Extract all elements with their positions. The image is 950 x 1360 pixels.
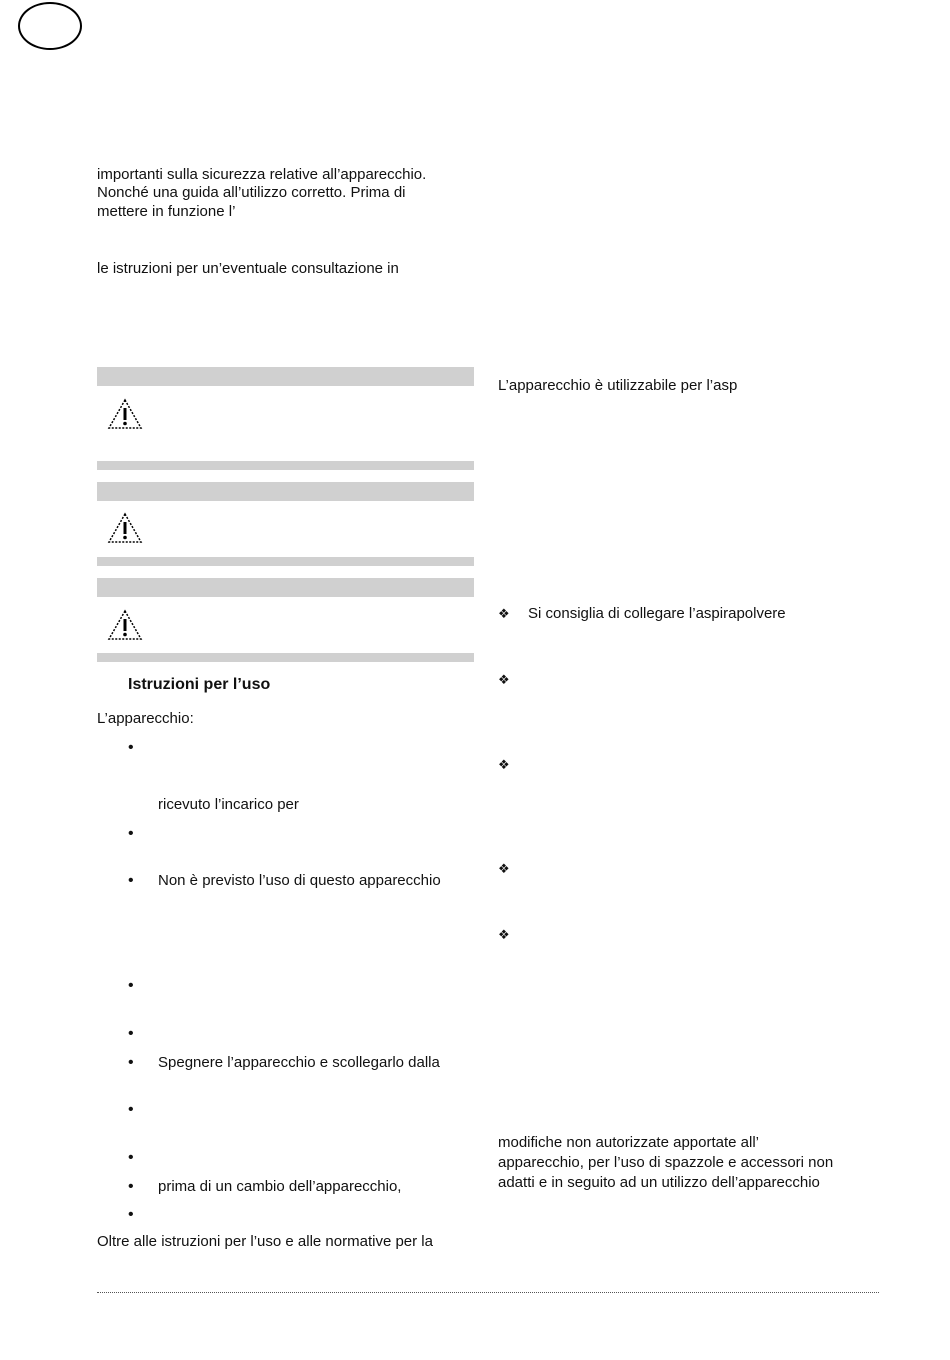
- bullet-dot: •: [128, 1054, 134, 1071]
- four-diamond-bullet-icon: ❖: [498, 927, 510, 942]
- warning-triangle-icon: [107, 512, 143, 544]
- bullet-dot: •: [128, 1101, 134, 1118]
- usage-item-9: prima di un cambio dell’apparecchio,: [158, 1178, 402, 1195]
- warning-triangle-icon: [107, 609, 143, 641]
- bullet-dot: •: [128, 872, 134, 889]
- bullet-dot: •: [128, 1206, 134, 1223]
- bullet-dot: •: [128, 825, 134, 842]
- intro-line-2: Nonché una guida all’utilizzo corretto. Prima di: [97, 184, 406, 201]
- language-marker-oval: [18, 2, 82, 50]
- usage-intro: L’apparecchio:: [97, 710, 194, 727]
- warning-box-1-footer: [97, 461, 474, 470]
- usage-closing: Oltre alle istruzioni per l’uso e alle normative per la: [97, 1233, 433, 1250]
- tip-1: Si consiglia di collegare l’aspirapolvere: [528, 605, 786, 622]
- usage-heading: Istruzioni per l’uso: [128, 676, 271, 693]
- intro-line-1: importanti sulla sicurezza relative all’apparecchio.: [97, 166, 427, 183]
- four-diamond-bullet-icon: ❖: [498, 606, 510, 621]
- bullet-dot: •: [128, 1178, 134, 1195]
- four-diamond-bullet-icon: ❖: [498, 861, 510, 876]
- bullet-dot: •: [128, 977, 134, 994]
- bullet-dot: •: [128, 1149, 134, 1166]
- warning-box-3-footer: [97, 653, 474, 662]
- warning-triangle-icon: [107, 398, 143, 430]
- four-diamond-bullet-icon: ❖: [498, 672, 510, 687]
- warning-box-2-header: [97, 482, 474, 501]
- intro-line-4: le istruzioni per un’eventuale consultazione in: [97, 260, 399, 277]
- warning-box-3-header: [97, 578, 474, 597]
- liability-line-1: modifiche non autorizzate apportate all’: [498, 1134, 759, 1151]
- usage-item-3: Non è previsto l’uso di questo apparecchio: [158, 872, 441, 889]
- warning-box-2-footer: [97, 557, 474, 566]
- intro-line-3: mettere in funzione l’: [97, 203, 236, 220]
- usage-item-6: Spegnere l’apparecchio e scollegarlo dalla: [158, 1054, 440, 1071]
- liability-line-2: apparecchio, per l’uso di spazzole e accessori non: [498, 1154, 834, 1171]
- usage-item-1-continued: ricevuto l’incarico per: [158, 796, 299, 813]
- right-apparecchio-text: L’apparecchio è utilizzabile per l’asp: [498, 377, 738, 394]
- bullet-dot: •: [128, 739, 134, 756]
- warning-box-1-header: [97, 367, 474, 386]
- liability-line-3: adatti e in seguito ad un utilizzo dell’apparecchio: [498, 1174, 820, 1191]
- bullet-dot: •: [128, 1025, 134, 1042]
- footer-divider: [97, 1292, 879, 1293]
- four-diamond-bullet-icon: ❖: [498, 757, 510, 772]
